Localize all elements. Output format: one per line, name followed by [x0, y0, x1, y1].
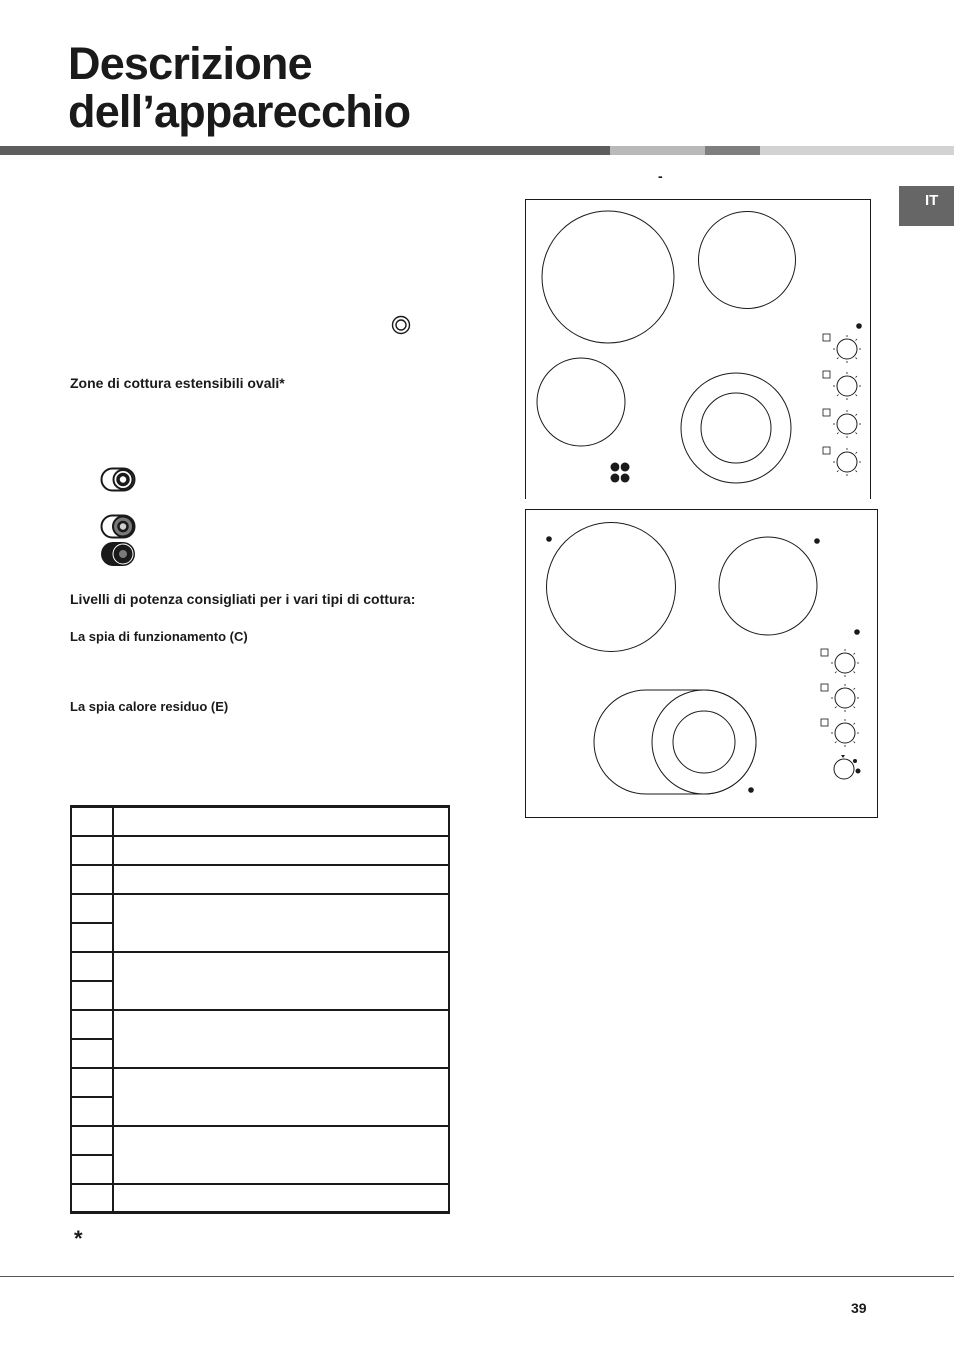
control-knob-2: [821, 684, 859, 712]
control-knob-1: [821, 649, 859, 677]
language-tab[interactable]: IT: [899, 186, 954, 226]
table-row: [71, 836, 449, 865]
table-row: [71, 1068, 449, 1097]
page-title: [68, 40, 410, 136]
table-row: [71, 894, 449, 923]
oval-zone-partial-icon: [100, 514, 136, 540]
residual-heat-lamp-1: [546, 536, 552, 542]
hob-diagram-oval-zone: [525, 509, 879, 820]
cooking-zone-double-outer: [681, 373, 791, 483]
page-title-line-2: dell’apparecchio: [68, 86, 411, 137]
control-knob-3: [823, 409, 861, 438]
cooking-zone-double-inner: [701, 393, 771, 463]
double-ring-zone-icon: [391, 315, 411, 335]
footer-rule: [0, 1276, 954, 1277]
control-knob-4: [823, 447, 861, 476]
table-row: [71, 865, 449, 894]
residual-heat-lamp-2: [814, 538, 820, 544]
zone-selector-icon: [609, 461, 631, 484]
oval-zones-heading: Zone di cottura estensibili ovali*: [70, 375, 285, 391]
header-rule-dark: [0, 146, 610, 155]
oval-zone-full-icon: [100, 541, 136, 567]
residual-heat-lamp-heading: La spia calore residuo (E): [70, 699, 229, 714]
cooking-zone-oval-outer: [652, 690, 756, 794]
control-knob-1: [823, 334, 861, 363]
cooking-zone-rear-right: [699, 212, 796, 309]
power-levels-heading: Livelli di potenza consigliati per i vari tipi di cottura:: [70, 591, 416, 607]
cooking-zone-rear-right: [719, 537, 817, 635]
control-knob-2: [823, 371, 861, 400]
caption-dash: -: [658, 168, 663, 184]
power-levels-table: [70, 805, 450, 1214]
control-knob-3: [821, 719, 859, 747]
footnote-mark: *: [74, 1226, 83, 1251]
oval-zone-inner-icon: [100, 467, 136, 493]
table-row: [71, 1184, 449, 1213]
oval-zone-selector-knob: [834, 755, 861, 779]
operation-lamp: [856, 323, 862, 329]
cooking-zone-large: [542, 211, 674, 343]
residual-heat-lamp-3: [748, 787, 754, 793]
table-row: [71, 807, 449, 836]
header-rule-pale: [760, 146, 954, 155]
cooking-zone-front-left: [537, 358, 625, 446]
operation-lamp: [854, 629, 860, 635]
hob-diagram-four-zones: [525, 199, 871, 501]
table-row: [71, 952, 449, 981]
header-rule-light: [610, 146, 705, 155]
table-row: [71, 1010, 449, 1039]
header-rule-mid: [705, 146, 760, 155]
page-title-line-1: Descrizione: [68, 38, 312, 89]
table-row: [71, 1126, 449, 1155]
cooking-zone-large: [547, 523, 676, 652]
page-number: 39: [851, 1300, 867, 1316]
operation-lamp-heading: La spia di funzionamento (C): [70, 629, 248, 644]
